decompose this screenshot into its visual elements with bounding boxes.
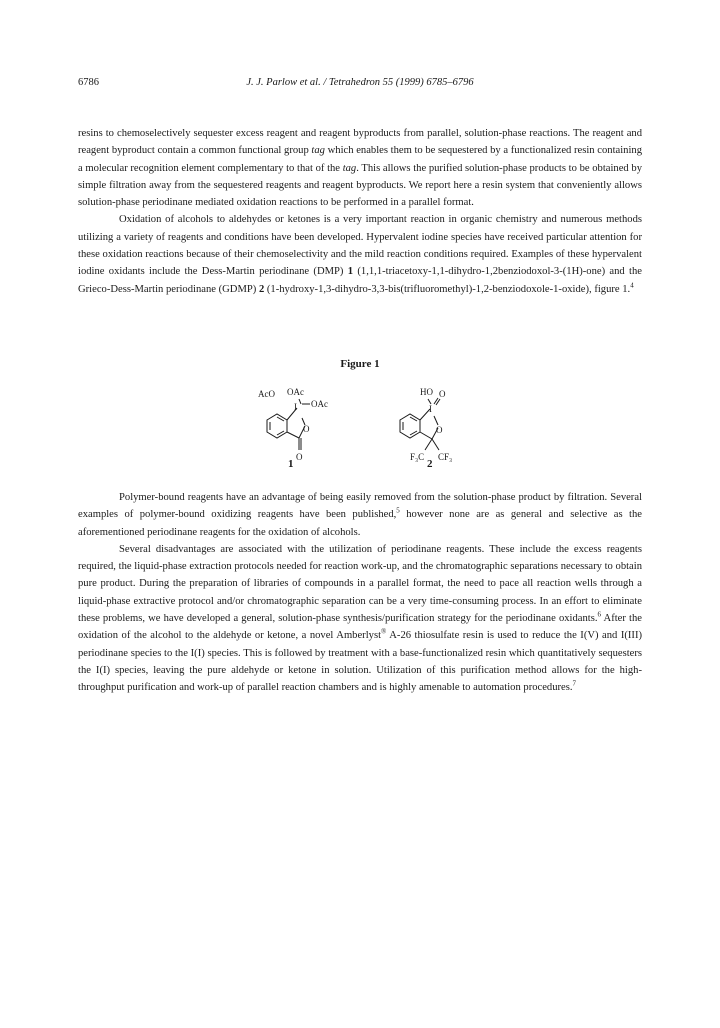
para3-text-1: Polymer-bound reagents have an advantage of being easily removed from the solution-phase product by filtration. Several examples of polymer-bound oxidizing reagents have been published, (78, 492, 642, 521)
atom-cf3: CF₃ (438, 452, 453, 462)
structure-dmp (255, 380, 345, 470)
para1-text-2: which enables them to be sequestered by a functionalized resin containing a molecular recognition element complementary to that of the (78, 145, 642, 174)
footnote-ref-6[interactable]: 6 (597, 610, 601, 619)
atom-oxo: O (439, 389, 446, 399)
atom-ring-o: O (436, 425, 443, 435)
registered-mark: ® (381, 627, 387, 636)
atom-f3c: F₃C (410, 452, 425, 462)
tag-term-1: tag (311, 145, 325, 157)
atom-carbonyl-o: O (296, 452, 303, 462)
paragraph-1 (78, 125, 642, 211)
atom-ring-o: O (303, 424, 310, 434)
figure-title: Figure 1 (340, 358, 380, 370)
para4-text-2: After the oxidation of the alcohol to the aldehyde or ketone, a novel Amberlyst (78, 613, 642, 642)
paragraph-4 (78, 541, 642, 697)
page-header (78, 77, 642, 91)
paragraph-2 (78, 211, 642, 297)
para2-text-1: Oxidation of alcohols to aldehydes or ketones is a very important reaction in organic chemistry and numerous methods utilizing a variety of reagents and conditions have been developed. Hypervalent iodine species have received particular attention for these oxidation reactions because of their chemoselectivity and the mild reaction conditions required. Examples of these hypervalent iodine oxidants include the Dess-Martin periodinane (DMP) (78, 214, 642, 278)
compound-ref-2: 2 (258, 283, 265, 295)
running-title: J. J. Parlow et al. / Tetrahedron 55 (1999) 6785–6796 (246, 77, 474, 88)
atom-ho: HO (420, 387, 433, 397)
para4-text-1: Several disadvantages are associated with the utilization of periodinane reagents. These include the excess reagents required, the liquid-phase extraction protocols needed for reaction work-up, and the chromatographic separations necessary to obtain pure product. During the preparation of libraries of compounds in a parallel format, the need to pace all reaction wells through a liquid-phase extractive protocol and/or chromatographic separation can be a very time-consuming process. In an effort to eliminate these problems, we have developed a general, solution-phase synthesis/purification strategy for the periodinane oxidants. (78, 543, 642, 625)
para2-text-2: (1,1,1-triacetoxy-1,1-dihydro-1,2benziodoxol-3-(1H)-one) and the Grieco-Dess-Martin periodinane (GDMP) (78, 266, 642, 295)
atom-iodine: I (429, 404, 432, 414)
compound-label-1: 1 (288, 458, 294, 470)
para3-text-2: however none are as general and selective as the aforementioned periodinane reagents for the oxidation of alcohols. (78, 509, 642, 538)
compound-ref-1: 1 (347, 266, 354, 278)
atom-oac-top: OAc (287, 387, 304, 397)
atom-iodine: I (294, 402, 297, 412)
para1-text-3: . This allows the purified solution-phase products to be obtained by simple filtration away from the sequestered reagents and reagent byproducts. We report here a resin system that conveniently allows solution-phase periodinane mediated oxidation reactions to be performed in a parallel format. (78, 162, 642, 209)
atom-oac-right: OAc (311, 399, 328, 409)
para2-text-3: (1-hydroxy-1,3-dihydro-3,3-bis(trifluoromethyl)-1,2-benziodoxole-1-oxide), figure 1. (264, 283, 631, 295)
compound-label-2: 2 (427, 458, 433, 470)
body-section-top (78, 125, 642, 298)
para1-text-1: resins to chemoselectively sequester excess reagent and reagent byproducts from parallel, solution-phase reactions. The reagent and reagent byproduct contain a common functional group (78, 128, 642, 157)
paragraph-3 (78, 489, 642, 541)
structure-gdmp (392, 380, 482, 470)
para4-text-3: A-26 thiosulfate resin is used to reduce the I(V) and I(III) periodinane species to the I(I) species. This is followed by treatment with a base-functionalized resin which quantitatively sequesters the I(I) species, leaving the pure aldehyde or ketone in solution. Utilization of this purification method allows for the high-throughput purification and work-up of parallel reaction chambers and is highly amenable to automation procedures. (78, 630, 642, 694)
body-section-bottom (78, 489, 642, 697)
page-number: 6786 (78, 77, 99, 88)
footnote-ref-7[interactable]: 7 (572, 679, 577, 688)
atom-aco: AcO (258, 389, 275, 399)
footnote-ref-4[interactable]: 4 (630, 281, 634, 290)
footnote-ref-5[interactable]: 5 (396, 506, 400, 515)
tag-term-2: tag (342, 162, 357, 174)
